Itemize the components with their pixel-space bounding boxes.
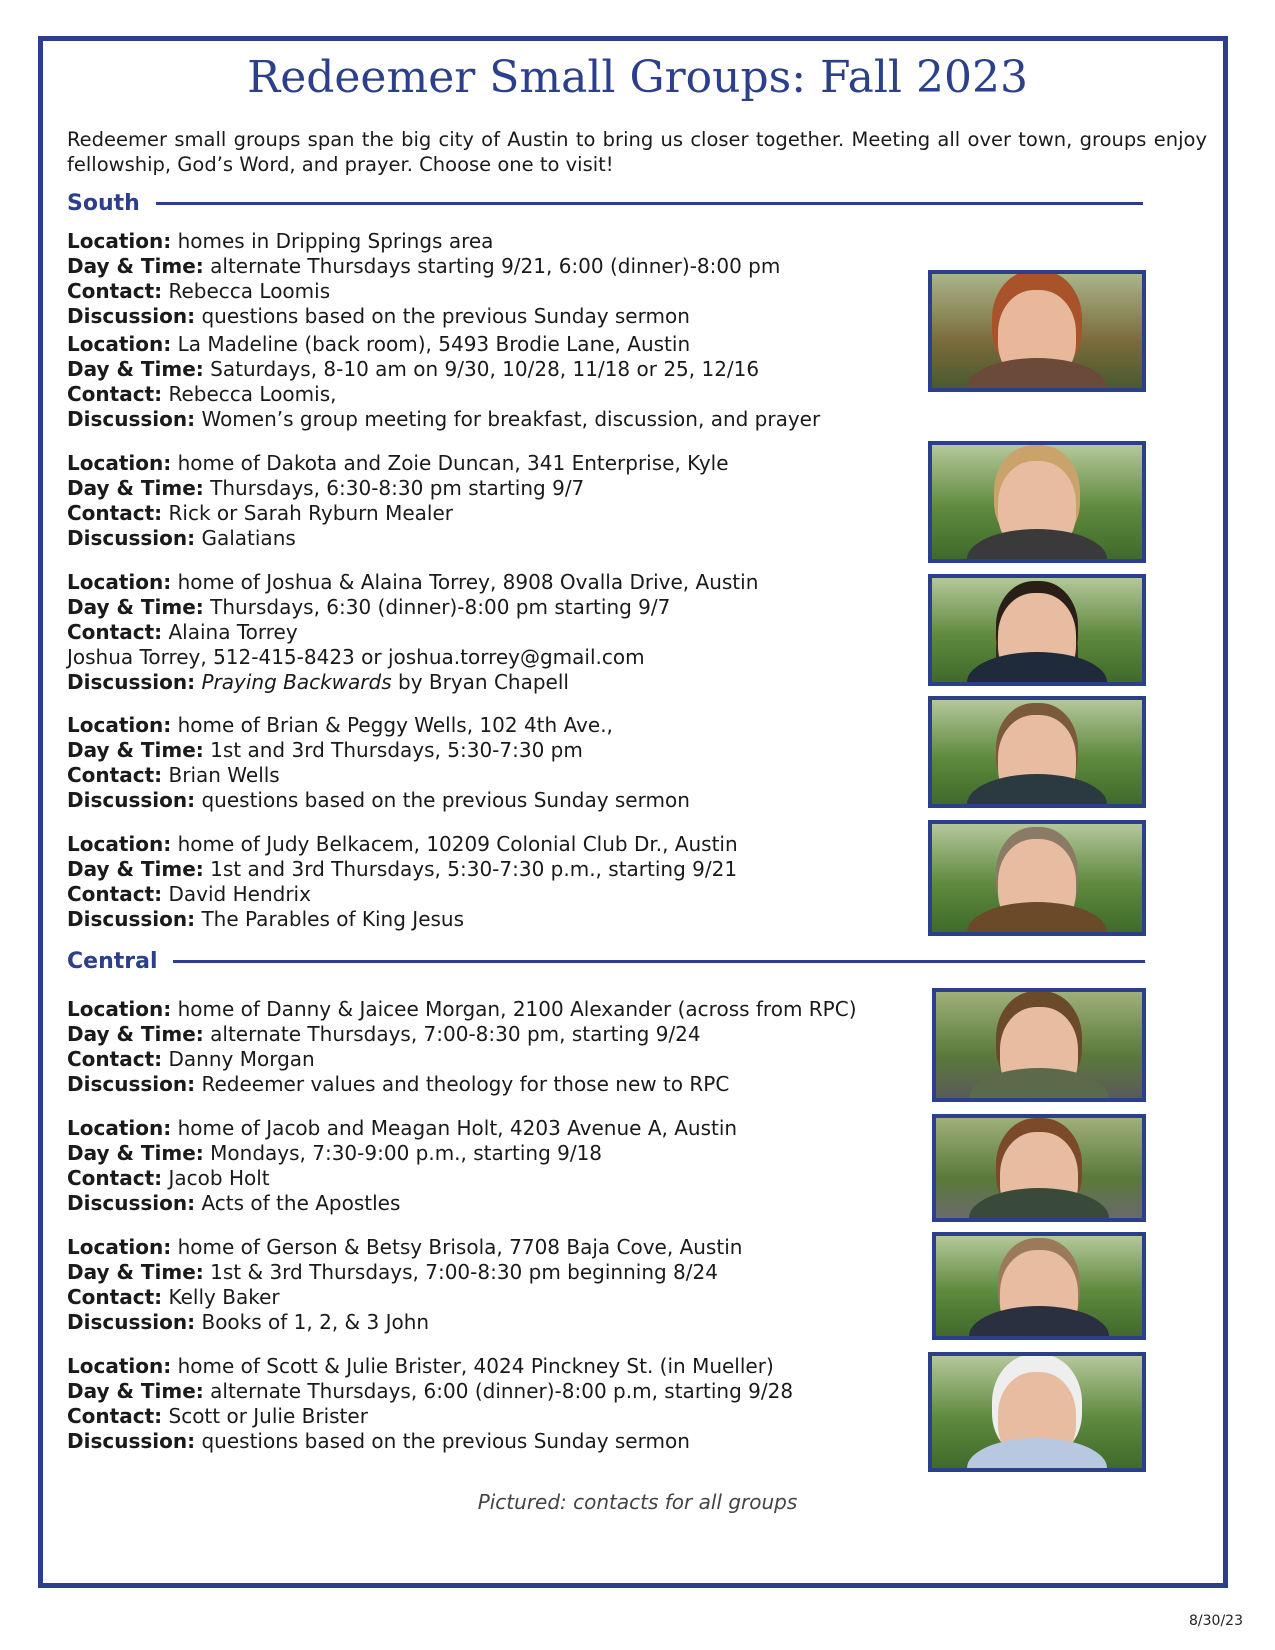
contact-value: Danny Morgan <box>168 1047 315 1071</box>
field-label: Location: <box>67 997 172 1021</box>
group-entry <box>67 570 758 695</box>
daytime-value: Thursdays, 6:30 (dinner)-8:00 pm starting 9/7 <box>210 595 671 619</box>
intro-paragraph: Redeemer small groups span the big city of Austin to bring us closer together. Meeting all over town, groups enjoy fellowship, God’s Word, and prayer. Choose one to visit! <box>67 128 1207 176</box>
field-label: Location: <box>67 713 172 737</box>
section-heading-central <box>67 946 1145 976</box>
field-label: Day & Time: <box>67 254 204 278</box>
contact-value: Rebecca Loomis <box>168 279 331 303</box>
contact-photo <box>928 1352 1146 1472</box>
discussion-value: Books of 1, 2, & 3 John <box>201 1310 430 1334</box>
daytime-value: alternate Thursdays, 6:00 (dinner)-8:00 p.m, starting 9/28 <box>210 1379 794 1403</box>
location-value: home of Brian & Peggy Wells, 102 4th Ave., <box>177 713 613 737</box>
contact-extra-value: Joshua Torrey, 512-415-8423 or joshua.torrey@gmail.com <box>67 645 645 669</box>
field-label: Contact: <box>67 501 163 525</box>
group-entry <box>67 229 780 329</box>
location-value: home of Dakota and Zoie Duncan, 341 Enterprise, Kyle <box>177 451 729 475</box>
field-label: Location: <box>67 1116 172 1140</box>
field-label: Discussion: <box>67 907 196 931</box>
field-label: Location: <box>67 1354 172 1378</box>
section-heading-south <box>67 188 1143 218</box>
field-label: Day & Time: <box>67 476 204 500</box>
field-label: Contact: <box>67 382 163 406</box>
field-label: Contact: <box>67 1047 163 1071</box>
book-title: Praying Backwards <box>201 670 392 694</box>
daytime-value: 1st and 3rd Thursdays, 5:30-7:30 p.m., starting 9/21 <box>210 857 738 881</box>
contact-value: David Hendrix <box>168 882 311 906</box>
discussion-value: Women’s group meeting for breakfast, discussion, and prayer <box>201 407 821 431</box>
field-label: Day & Time: <box>67 1141 204 1165</box>
section-rule <box>173 960 1145 963</box>
location-value: La Madeline (back room), 5493 Brodie Lane, Austin <box>177 332 691 356</box>
field-label: Location: <box>67 1235 172 1259</box>
field-label: Discussion: <box>67 788 196 812</box>
contact-value: Jacob Holt <box>168 1166 270 1190</box>
field-label: Contact: <box>67 1285 163 1309</box>
discussion-value: by Bryan Chapell <box>391 670 569 694</box>
contact-photo <box>928 820 1146 936</box>
daytime-value: 1st & 3rd Thursdays, 7:00-8:30 pm beginning 8/24 <box>210 1260 718 1284</box>
field-label: Contact: <box>67 763 163 787</box>
contact-value: Kelly Baker <box>168 1285 280 1309</box>
section-rule <box>156 202 1143 205</box>
discussion-value: The Parables of King Jesus <box>201 907 465 931</box>
field-label: Discussion: <box>67 1191 196 1215</box>
contact-photo <box>928 574 1146 686</box>
group-entry <box>67 1235 742 1335</box>
field-label: Day & Time: <box>67 1260 204 1284</box>
group-entry <box>67 997 857 1097</box>
contact-photo <box>928 441 1146 563</box>
group-entry <box>67 1354 793 1454</box>
daytime-value: Mondays, 7:30-9:00 p.m., starting 9/18 <box>210 1141 603 1165</box>
location-value: home of Scott & Julie Brister, 4024 Pinckney St. (in Mueller) <box>177 1354 774 1378</box>
field-label: Day & Time: <box>67 1379 204 1403</box>
daytime-value: alternate Thursdays starting 9/21, 6:00 (dinner)-8:00 pm <box>210 254 781 278</box>
contact-photo <box>928 696 1146 808</box>
group-entry <box>67 832 738 932</box>
field-label: Contact: <box>67 1166 163 1190</box>
discussion-value: Galatians <box>201 526 296 550</box>
contact-photo <box>932 988 1146 1102</box>
group-entry <box>67 1116 737 1216</box>
field-label: Discussion: <box>67 670 196 694</box>
field-label: Discussion: <box>67 407 196 431</box>
field-label: Day & Time: <box>67 857 204 881</box>
discussion-value: Acts of the Apostles <box>201 1191 401 1215</box>
daytime-value: Saturdays, 8-10 am on 9/30, 10/28, 11/18 or 25, 12/16 <box>210 357 760 381</box>
location-value: home of Gerson & Betsy Brisola, 7708 Baja Cove, Austin <box>177 1235 743 1259</box>
field-label: Location: <box>67 570 172 594</box>
photo-caption: Pictured: contacts for all groups <box>477 1490 798 1514</box>
discussion-value: questions based on the previous Sunday sermon <box>201 1429 690 1453</box>
field-label: Location: <box>67 832 172 856</box>
contact-photo <box>932 1232 1146 1340</box>
contact-value: Scott or Julie Brister <box>168 1404 368 1428</box>
field-label: Day & Time: <box>67 357 204 381</box>
page-title: Redeemer Small Groups: Fall 2023 <box>247 52 1028 103</box>
daytime-value: 1st and 3rd Thursdays, 5:30-7:30 pm <box>210 738 583 762</box>
section-label: Central <box>67 948 158 974</box>
field-label: Contact: <box>67 620 163 644</box>
group-entry <box>67 451 729 551</box>
location-value: home of Judy Belkacem, 10209 Colonial Club Dr., Austin <box>177 832 738 856</box>
discussion-value: questions based on the previous Sunday sermon <box>201 304 690 328</box>
field-label: Discussion: <box>67 1429 196 1453</box>
field-label: Day & Time: <box>67 595 204 619</box>
location-value: homes in Dripping Springs area <box>177 229 494 253</box>
discussion-value: Redeemer values and theology for those new to RPC <box>201 1072 730 1096</box>
field-label: Contact: <box>67 279 163 303</box>
contact-photo <box>928 270 1146 392</box>
field-label: Discussion: <box>67 1072 196 1096</box>
field-label: Day & Time: <box>67 738 204 762</box>
contact-photo <box>932 1114 1146 1222</box>
revision-date: 8/30/23 <box>1189 1613 1243 1629</box>
field-label: Discussion: <box>67 526 196 550</box>
field-label: Discussion: <box>67 304 196 328</box>
field-label: Location: <box>67 332 172 356</box>
group-entry <box>67 332 820 432</box>
location-value: home of Joshua & Alaina Torrey, 8908 Ovalla Drive, Austin <box>177 570 759 594</box>
discussion-value: questions based on the previous Sunday sermon <box>201 788 690 812</box>
location-value: home of Jacob and Meagan Holt, 4203 Avenue A, Austin <box>177 1116 738 1140</box>
contact-value: Rebecca Loomis, <box>168 382 337 406</box>
daytime-value: Thursdays, 6:30-8:30 pm starting 9/7 <box>210 476 585 500</box>
daytime-value: alternate Thursdays, 7:00-8:30 pm, starting 9/24 <box>210 1022 701 1046</box>
contact-value: Alaina Torrey <box>168 620 298 644</box>
group-entry <box>67 713 690 813</box>
field-label: Location: <box>67 451 172 475</box>
section-label: South <box>67 190 140 216</box>
field-label: Day & Time: <box>67 1022 204 1046</box>
field-label: Contact: <box>67 882 163 906</box>
field-label: Discussion: <box>67 1310 196 1334</box>
contact-value: Brian Wells <box>168 763 280 787</box>
field-label: Location: <box>67 229 172 253</box>
contact-value: Rick or Sarah Ryburn Mealer <box>168 501 453 525</box>
location-value: home of Danny & Jaicee Morgan, 2100 Alexander (across from RPC) <box>177 997 857 1021</box>
field-label: Contact: <box>67 1404 163 1428</box>
